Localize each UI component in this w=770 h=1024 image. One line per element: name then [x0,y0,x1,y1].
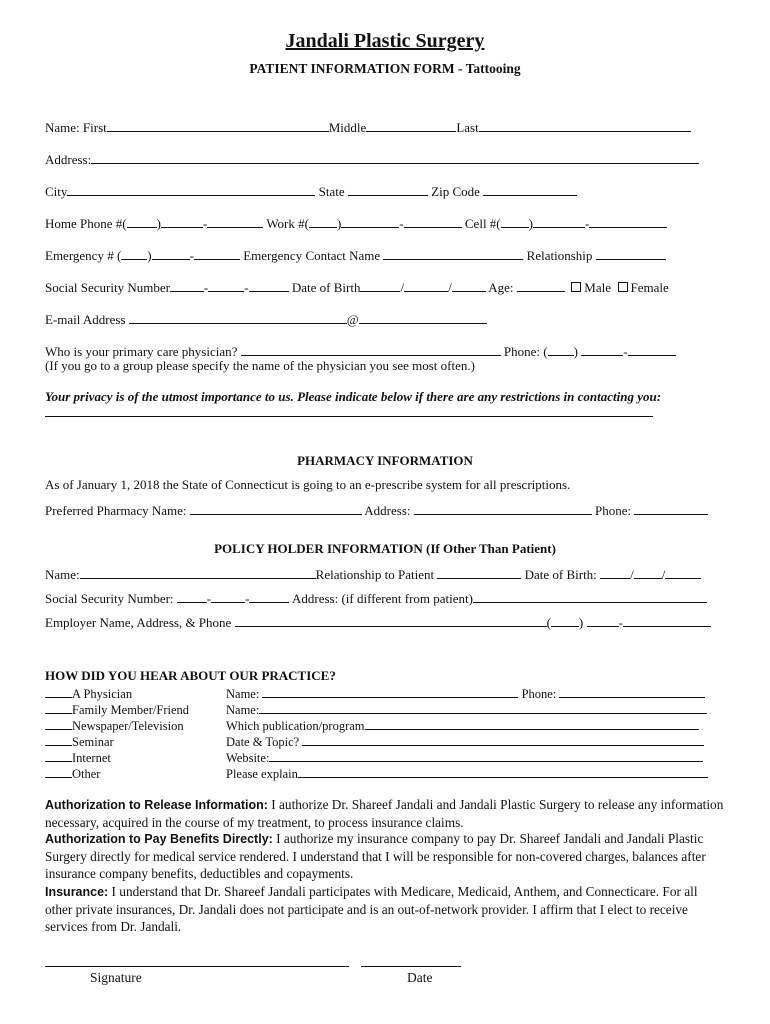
insurance-text: I understand that Dr. Shareef Jandali participates with Medicare, Medicaid, Anthem, and Connecticare. For all other private insurances, Dr. Jandali does not participate and is an out-of-network provider. I affirm that I elect to receive services from Dr. Jandali. [45,884,698,934]
female-label: Female [630,280,669,295]
hear-option-label: Newspaper/Television [72,719,184,733]
hear-detail-label: Date & Topic? [226,735,300,749]
city-field[interactable] [67,182,315,196]
insurance-label: Insurance: [45,885,109,899]
ssn-3-field[interactable] [249,278,289,292]
pcp-row: Who is your primary care physician? Phone: ( ) - [45,342,676,360]
email-label: E-mail Address [45,312,126,327]
hear-check-field[interactable] [45,764,72,778]
policy-name-row: Name: Relationship to Patient Date of Birth: / / [45,565,701,583]
state-field[interactable] [348,182,428,196]
hear-detail-label: Name: [226,687,260,701]
first-name-field[interactable] [107,118,329,132]
pharmacy-row [45,501,708,519]
female-checkbox[interactable] [618,282,628,292]
work-area-field[interactable] [309,214,337,228]
employer-row: Employer Name, Address, & Phone ( ) - [45,613,711,631]
policy-dob-year-field[interactable] [665,565,701,579]
cell-area-field[interactable] [501,214,529,228]
middle-name-label: Middle [328,120,367,135]
pcp-prefix-field[interactable] [581,342,623,356]
policy-dob-month-field[interactable] [600,565,630,579]
hear-check-field[interactable] [45,732,72,746]
hear-detail-field[interactable] [298,764,708,778]
employer-number-field[interactable] [623,613,711,627]
pharmacy-note: As of January 1, 2018 the State of Connecticut is going to an e-prescribe system for all prescriptions. [45,477,571,492]
zip-field[interactable] [483,182,577,196]
policy-name-label: Name: [45,567,80,582]
emergency-number-field[interactable] [194,246,240,260]
pharmacy-phone-field[interactable] [634,501,708,515]
policy-dob-day-field[interactable] [634,565,662,579]
policy-relationship-label: Relationship to Patient [315,567,435,582]
hear-detail-field[interactable] [262,684,518,698]
privacy-restrictions-field[interactable] [45,416,653,417]
hear-check-field[interactable] [45,684,72,698]
name-row [45,118,691,136]
last-name-field[interactable] [479,118,691,132]
state-label: State [318,184,345,199]
male-checkbox[interactable] [571,282,581,292]
dob-label: Date of Birth [291,280,361,295]
employer-prefix-field[interactable] [587,613,619,627]
hear-phone-field[interactable] [559,684,705,698]
relationship-field[interactable] [596,246,666,260]
dob-year-field[interactable] [452,278,486,292]
hear-phone-label: Phone: [521,687,557,701]
emergency-row: Emergency # ( ) - Emergency Contact Name Relationship [45,246,666,264]
work-prefix-field[interactable] [341,214,399,228]
ssn-row: Social Security Number - - Date of Birth / / Age: Male Female [45,280,669,295]
hear-detail-field[interactable] [259,700,707,714]
policy-ssn-1-field[interactable] [177,589,207,603]
release-label: Authorization to Release Information: [45,798,268,812]
first-name-label: Name: First [45,120,107,135]
city-row [45,182,577,200]
ssn-1-field[interactable] [170,278,204,292]
home-prefix-field[interactable] [161,214,203,228]
policy-ssn-3-field[interactable] [249,589,289,603]
policy-address-field[interactable] [473,589,707,603]
cell-number-field[interactable] [589,214,667,228]
male-label: Male [584,280,611,295]
zip-label: Zip Code [431,184,480,199]
employer-area-field[interactable] [551,613,579,627]
form-title: Jandali Plastic Surgery [285,30,485,52]
pharmacy-name-field[interactable] [190,501,362,515]
home-phone-label: Home Phone #( [45,216,127,231]
hear-option-label: Seminar [72,735,114,749]
hear-detail [226,764,708,782]
pay-label: Authorization to Pay Benefits Directly: [45,832,273,846]
pcp-note: (If you go to a group please specify the name of the physician you see most often.) [45,358,475,373]
policy-name-field[interactable] [80,565,316,579]
email-domain-field[interactable] [359,310,487,324]
policy-heading: POLICY HOLDER INFORMATION (If Other Than Patient) [214,541,556,556]
hear-detail-label: Website: [226,751,270,765]
city-label: City [45,184,68,199]
hear-detail-label: Name: [226,703,260,717]
home-area-field[interactable] [127,214,157,228]
hear-option-label: Family Member/Friend [72,703,189,717]
ssn-2-field[interactable] [208,278,244,292]
hear-option-label: A Physician [72,687,133,701]
hear-detail-field[interactable] [302,732,704,746]
work-phone-label: Work #( [266,216,309,231]
pharmacy-address-field[interactable] [414,501,592,515]
policy-address-label: Address: (if different from patient) [292,591,473,606]
release-authorization [45,796,727,831]
age-field[interactable] [517,278,565,292]
pay-text: I authorize my insurance company to pay Dr. Shareef Jandali and Jandali Plastic Surgery directly for medical service rendered. I understand that I will be responsible for non-covered charges, balances after insurance company benefits, deductibles and copayments. [45,831,706,881]
email-row [45,310,487,328]
hear-detail-label: Which publication/program [226,719,365,733]
policy-ssn-2-field[interactable] [211,589,245,603]
address-row [45,150,699,168]
emergency-contact-field[interactable] [383,246,523,260]
privacy-note: Your privacy is of the utmost importance to us. Please indicate below if there are any restrictions in contacting you: [45,389,662,404]
pcp-area-field[interactable] [548,342,574,356]
pharmacy-phone-label: Phone: [595,503,632,518]
address-field[interactable] [91,150,699,164]
dob-month-field[interactable] [360,278,400,292]
last-name-label: Last [456,120,479,135]
pcp-label: Who is your primary care physician? [45,344,238,359]
at-sign: @ [346,312,359,327]
date-label: Date [407,970,433,985]
hear-option[interactable] [45,764,100,782]
hear-detail-field[interactable] [365,716,699,730]
phone-row: Home Phone #( ) - Work #( ) - Cell #( ) - [45,214,667,232]
signature-line[interactable] [45,966,349,967]
hear-check-field[interactable] [45,716,72,730]
date-line[interactable] [361,966,461,967]
hear-option-label: Internet [72,751,111,765]
email-user-field[interactable] [129,310,347,324]
pcp-number-field[interactable] [628,342,676,356]
address-label: Address: [45,152,92,167]
hear-detail-label: Please explain [226,767,298,781]
hear-check-field[interactable] [45,748,72,762]
work-number-field[interactable] [404,214,462,228]
insurance-statement [45,883,727,935]
hear-detail-field[interactable] [269,748,703,762]
hear-option-label: Other [72,767,101,781]
emergency-prefix-field[interactable] [152,246,190,260]
emergency-contact-label: Emergency Contact Name [243,248,381,263]
ssn-label: Social Security Number [45,280,170,295]
pcp-phone-label: Phone: ( [503,344,548,359]
signature-label: Signature [90,970,142,985]
employer-label: Employer Name, Address, & Phone [45,615,232,630]
policy-ssn-label: Social Security Number: [45,591,174,606]
employer-field[interactable] [235,613,547,627]
pharmacy-name-label: Preferred Pharmacy Name: [45,503,187,518]
pharmacy-address-label: Address: [364,503,411,518]
pcp-field[interactable] [241,342,501,356]
emergency-phone-label: Emergency # ( [45,248,122,263]
hear-check-field[interactable] [45,700,72,714]
pay-authorization [45,830,727,882]
release-text: I authorize Dr. Shareef Jandali and Jandali Plastic Surgery to release any information necessary, acquired in the course of my treatment, to process insurance claims. [45,797,724,830]
pharmacy-heading: PHARMACY INFORMATION [297,453,473,468]
relationship-label: Relationship [526,248,593,263]
hear-heading: HOW DID YOU HEAR ABOUT OUR PRACTICE? [45,668,336,683]
age-label: Age: [488,280,514,295]
policy-relationship-field[interactable] [437,565,521,579]
emergency-area-field[interactable] [121,246,147,260]
middle-name-field[interactable] [366,118,456,132]
form-subtitle: PATIENT INFORMATION FORM - Tattooing [249,61,521,76]
policy-dob-label: Date of Birth: [524,567,597,582]
dob-day-field[interactable] [404,278,448,292]
home-number-field[interactable] [207,214,263,228]
cell-prefix-field[interactable] [533,214,585,228]
policy-ssn-row: Social Security Number: - - Address: (if different from patient) [45,589,707,607]
cell-phone-label: Cell #( [464,216,501,231]
